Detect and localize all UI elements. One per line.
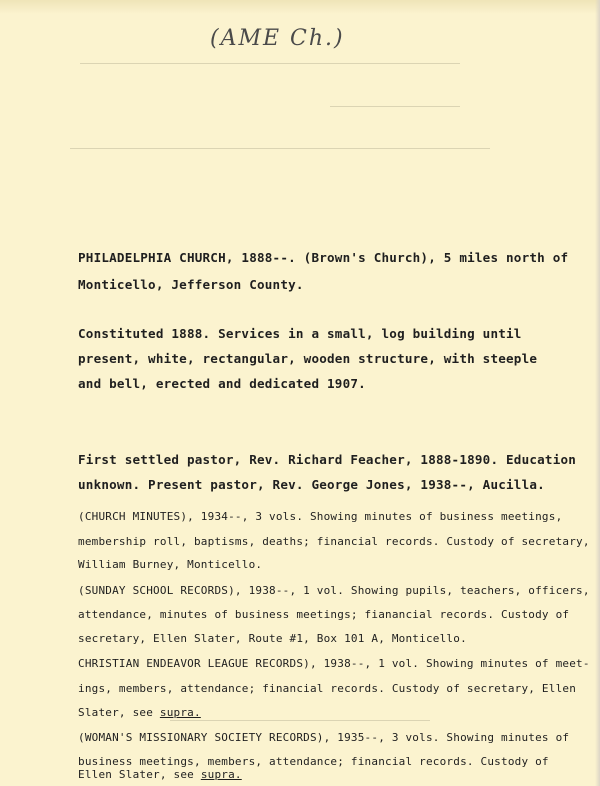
text-line: Constituted 1888. Services in a small, log building until — [78, 326, 522, 341]
text-line: attendance, minutes of business meetings; fianancial records. Custody of — [78, 608, 570, 621]
text-line — [78, 768, 242, 781]
text-line: secretary, Ellen Slater, Route #1, Box 101 A, Monticello. — [78, 632, 467, 645]
text-line: ings, members, attendance; financial records. Custody of secretary, Ellen — [78, 682, 577, 695]
text-line: membership roll, baptisms, deaths; financial records. Custody of secretary, — [78, 535, 590, 548]
text-line: (SUNDAY SCHOOL RECORDS), 1938--, 1 vol. Showing pupils, teachers, officers, — [78, 584, 590, 597]
handwritten-annotation: (AME Ch.) — [210, 26, 345, 51]
text-line: (WOMAN'S MISSIONARY SOCIETY RECORDS), 1935--, 3 vols. Showing minutes of — [78, 731, 570, 744]
text-line — [78, 706, 201, 719]
text-segment: Slater, see — [78, 706, 154, 719]
text-line: William Burney, Monticello. — [78, 558, 263, 571]
underlined-reference: supra. — [200, 768, 242, 781]
underlined-reference: supra. — [159, 706, 201, 719]
text-line: unknown. Present pastor, Rev. George Jones, 1938--, Aucilla. — [78, 477, 545, 492]
bleed-through-mark — [170, 712, 430, 721]
text-line: First settled pastor, Rev. Richard Feacher, 1888-1890. Education — [78, 452, 577, 467]
text-line: PHILADELPHIA CHURCH, 1888--. (Brown's Church), 5 miles north of — [78, 250, 569, 265]
text-line: CHRISTIAN ENDEAVOR LEAGUE RECORDS), 1938--, 1 vol. Showing minutes of meet- — [78, 657, 590, 670]
page-top-edge — [0, 0, 600, 14]
text-line: and bell, erected and dedicated 1907. — [78, 376, 366, 391]
text-segment: Ellen Slater, see — [78, 768, 194, 781]
text-line: business meetings, members, attendance; financial records. Custody of — [78, 755, 549, 768]
text-line: present, white, rectangular, wooden structure, with steeple — [78, 351, 538, 366]
bleed-through-mark — [80, 55, 460, 64]
page-right-edge — [595, 0, 600, 786]
bleed-through-mark — [330, 100, 460, 107]
bleed-through-mark — [70, 140, 490, 149]
text-line: Monticello, Jefferson County. — [78, 277, 304, 292]
text-line: (CHURCH MINUTES), 1934--, 3 vols. Showing minutes of business meetings, — [78, 510, 563, 523]
